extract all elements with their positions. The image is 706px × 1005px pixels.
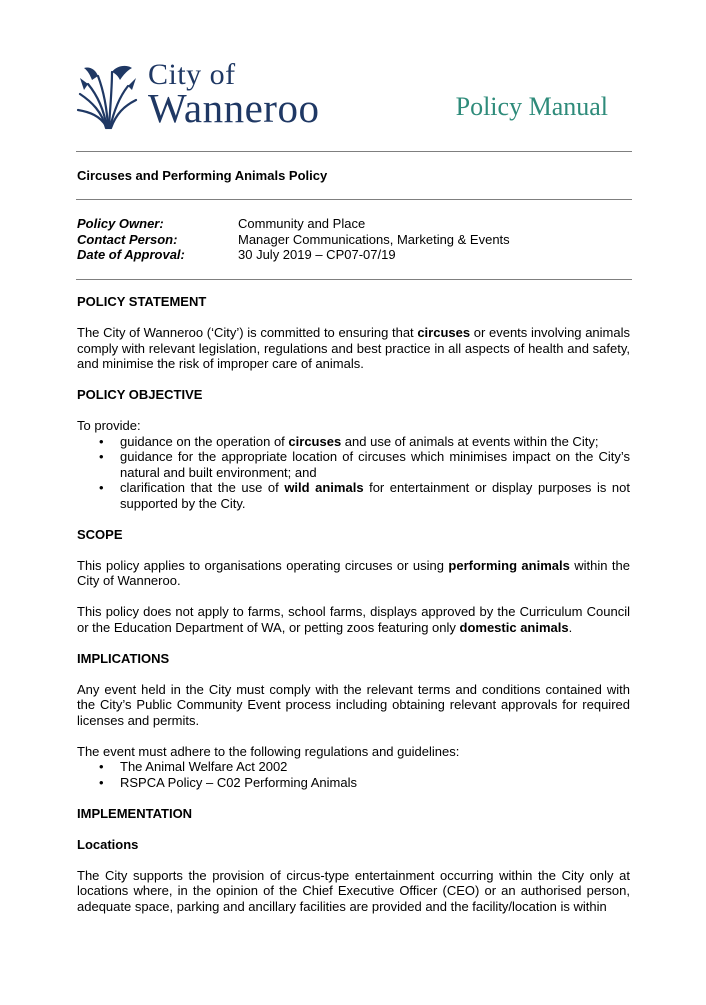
policy-manual-title: Policy Manual xyxy=(455,92,608,121)
regulations-list xyxy=(77,759,630,790)
meta-label: Contact Person: xyxy=(77,231,178,247)
meta-divider xyxy=(76,279,632,280)
policy-body xyxy=(77,294,630,914)
meta-row-owner xyxy=(77,216,510,232)
policy-title: Circuses and Performing Animals Policy xyxy=(77,168,328,183)
objective-list xyxy=(77,434,630,512)
scope-paragraph-1: This policy applies to organisations operating circuses or using performing animals within the City of Wanneroo. xyxy=(77,557,630,588)
logo-text-city-of: City of xyxy=(148,58,236,91)
meta-label: Policy Owner: xyxy=(77,216,164,231)
list-item: • guidance for the appropriate location of circuses which minimises impact on the City’s natural and built environment; and xyxy=(77,449,630,480)
statement-paragraph: The City of Wanneroo (‘City’) is committed to ensuring that circuses or events involving animals comply with relevant legislation, regulations and best practice in all aspects of health and safety, and minimise the risk of improper care of animals. xyxy=(77,325,630,371)
logo-text-wanneroo: Wanneroo xyxy=(148,85,320,131)
meta-row-date xyxy=(77,247,510,263)
implications-paragraph-2: The event must adhere to the following regulations and guidelines: xyxy=(77,743,460,759)
meta-value: 30 July 2019 – CP07-07/19 xyxy=(238,247,396,262)
list-item: • RSPCA Policy – C02 Performing Animals xyxy=(77,775,630,791)
subheading-locations: Locations xyxy=(77,836,139,852)
list-item: • guidance on the operation of circuses and use of animals at events within the City; xyxy=(77,434,630,450)
city-of-wanneroo-logo xyxy=(76,60,336,140)
list-item: • The Animal Welfare Act 2002 xyxy=(77,759,630,775)
list-item: • clarification that the use of wild animals for entertainment or display purposes is not supported by the City. xyxy=(77,480,630,511)
policy-meta xyxy=(77,216,510,263)
header-divider xyxy=(76,151,632,152)
implications-paragraph-1: Any event held in the City must comply with the relevant terms and conditions contained with the City’s Public Community Event process including obtaining relevant approvals for required licenses and permits. xyxy=(77,681,630,728)
section-heading-implementation: IMPLEMENTATION xyxy=(77,805,193,821)
objective-intro: To provide: xyxy=(77,418,141,433)
meta-label: Date of Approval: xyxy=(77,247,185,262)
section-heading-scope: SCOPE xyxy=(77,526,123,542)
meta-value: Community and Place xyxy=(238,216,366,231)
meta-value: Manager Communications, Marketing & Events xyxy=(238,231,510,247)
scope-paragraph-2: This policy does not apply to farms, school farms, displays approved by the Curriculum Council or the Education Department of WA, or petting zoos featuring only domestic animals. xyxy=(77,604,630,635)
section-heading-statement: POLICY STATEMENT xyxy=(77,294,207,309)
title-divider xyxy=(76,199,632,200)
section-heading-implications: IMPLICATIONS xyxy=(77,650,170,666)
grass-tree-logo-icon xyxy=(76,64,138,130)
section-heading-objective: POLICY OBJECTIVE xyxy=(77,387,203,402)
meta-row-contact xyxy=(77,232,510,248)
implementation-paragraph: The City supports the provision of circus-type entertainment occurring within the City only at locations where, in the opinion of the Chief Executive Officer (CEO) or an authorised person, adequate space, parking and ancillary facilities are provided and the facility/location is within xyxy=(77,867,630,914)
